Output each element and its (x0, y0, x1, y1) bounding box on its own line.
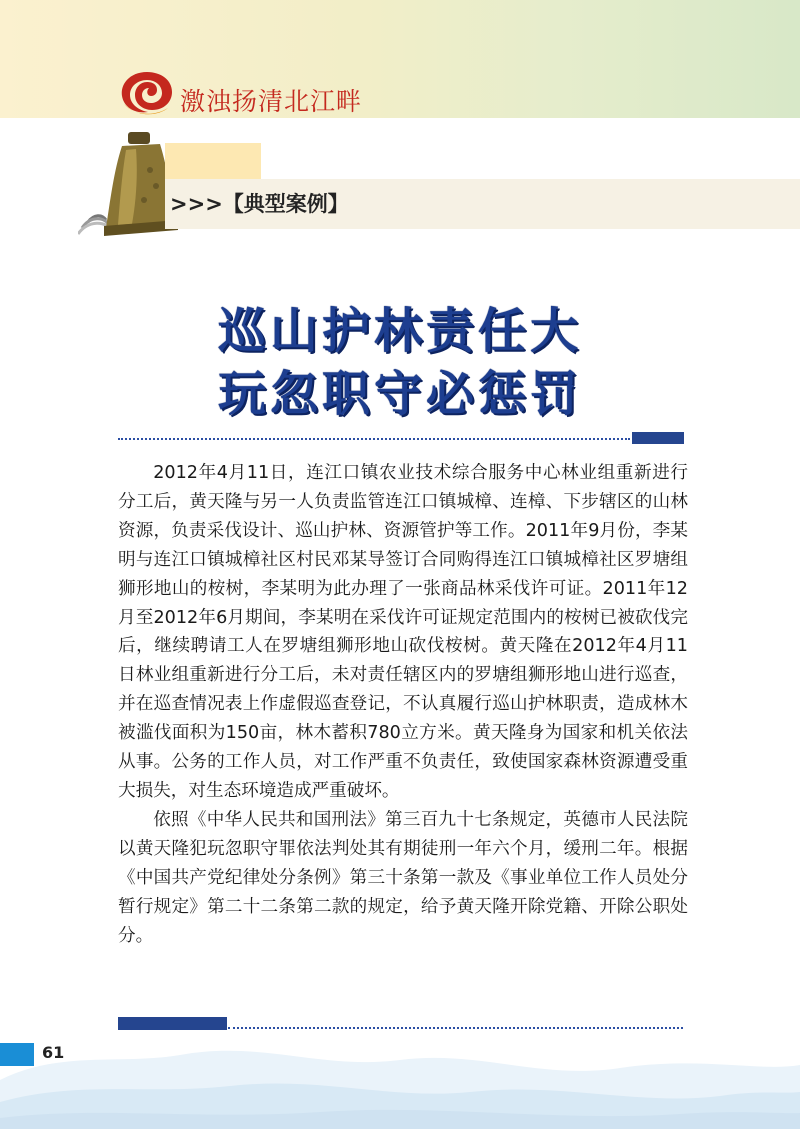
logo-icon (118, 68, 176, 118)
page-number-tab (0, 1043, 34, 1066)
page-number: 61 (42, 1043, 65, 1062)
mountain-background (0, 1010, 800, 1129)
article-title-line2: 玩忽职守必惩罚 (217, 366, 582, 422)
section-tag: >>>【典型案例】 (170, 192, 349, 216)
top-dotted-divider (118, 438, 630, 440)
section-tag-highlight (165, 143, 261, 179)
bell-icon (78, 130, 178, 242)
paragraph: 2012年4月11日，连江口镇农业技术综合服务中心林业组重新进行分工后，黄天隆与另一人负责监管连江口镇城樟、连樟、下步辖区的山林资源，负责采伐设计、巡山护林、资源管护等工作。2011年9月份，李某明与连江口镇城樟社区村民邓某导签订合同购得连江口镇城樟社区罗塘组狮形地山的桉树，李某明为此办理了一张商品林采伐许可证。2011年12月至2012年6月期间，李某明在采伐许可证规定范围内的桉树已被砍伐完后，继续聘请工人在罗塘组狮形地山砍伐桉树。黄天隆在2012年4月11日林业组重新进行分工后，未对责任辖区内的罗塘组狮形地山进行巡查，并在巡查情况表上作虚假巡查登记，不认真履行巡山护林职责，造成林木被滥伐面积为150亩，林木蓄积780立方米。黄天隆身为国家和机关依法从事。公务的工作人员，对工作严重不负责任，致使国家森林资源遭受重大损失，对生态环境造成严重破坏。 (118, 463, 688, 801)
top-accent-bar (632, 432, 684, 444)
paragraph: 依照《中华人民共和国刑法》第三百九十七条规定，英德市人民法院以黄天隆犯玩忽职守罪依法判处其有期徒刑一年六个月，缓刑二年。根据《中国共产党纪律处分条例》第三十条第一款及《事业单位工作人员处分暂行规定》第二十二条第二款的规定，给予黄天隆开除党籍、开除公职处分。 (118, 809, 688, 946)
article-title-line1: 巡山护林责任大 (217, 303, 582, 359)
article-body (118, 459, 688, 950)
header-title: 激浊扬清北江畔 (180, 87, 363, 116)
